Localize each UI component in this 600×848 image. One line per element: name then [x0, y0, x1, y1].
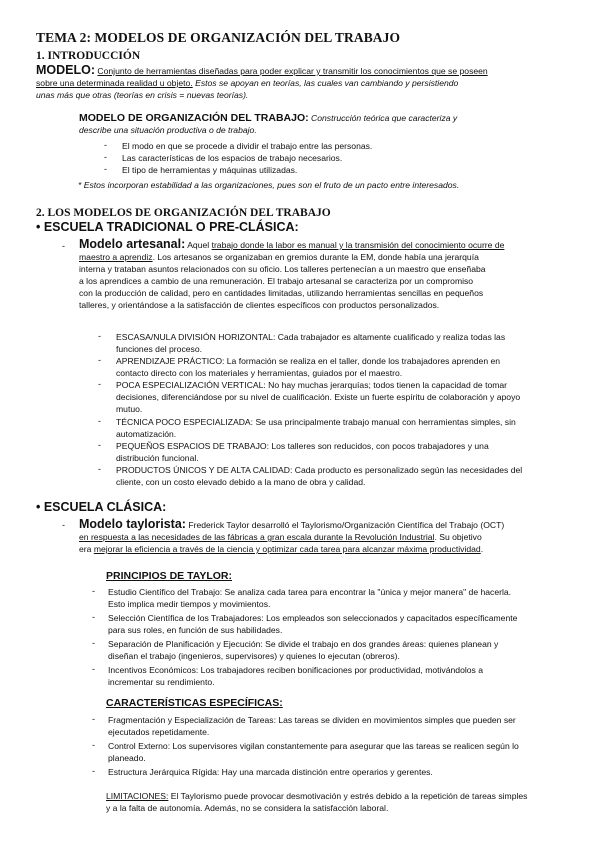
taylor-paragraph	[79, 518, 589, 555]
list-item-line: incrementar su rendimiento.	[108, 677, 215, 688]
intro-note: * Estos incorporan estabilidad a las organizaciones, pues son el fruto de un pacto entre interesados.	[78, 180, 460, 190]
list-item	[108, 766, 578, 778]
dash: -	[98, 355, 101, 365]
list-item	[108, 638, 578, 662]
dash: -	[62, 241, 65, 251]
list-item	[116, 464, 576, 488]
list-item-line: funciones del proceso.	[116, 344, 202, 355]
taylor-text-u: mejorar la eficiencia a través de la ciencia y optimizar cada tarea para alcanzar máxima productividad	[93, 544, 481, 555]
limitaciones-label: LIMITACIONES:	[106, 791, 169, 801]
modelo-definition	[36, 64, 566, 101]
list-item	[116, 440, 576, 464]
artesanal-text: Aquel	[185, 240, 212, 250]
artesanal-text: con la producción de calidad, pero en cantidades limitadas, utilizando herramientas sencillas en pequeños	[79, 288, 484, 299]
list-item-line: TÉCNICA POCO ESPECIALIZADA: Se usa principalmente trabajo manual con herramientas simples, sin	[116, 417, 516, 427]
dash: -	[98, 416, 101, 426]
modelo-def-line1: Conjunto de herramientas diseñadas para poder explicar y transmitir los conocimientos que se poseen	[97, 66, 488, 76]
dash: -	[98, 379, 101, 389]
mot-label: MODELO DE ORGANIZACIÓN DEL TRABAJO:	[79, 112, 309, 124]
artesanal-text-u: trabajo donde la labor es manual y la transmisión del conocimiento ocurre de	[211, 240, 505, 250]
limitaciones-paragraph	[106, 790, 586, 814]
principios-heading: PRINCIPIOS DE TAYLOR:	[106, 570, 233, 582]
taylor-text: . Su objetivo	[434, 532, 482, 543]
list-item-line: Estudio Científico del Trabajo: Se analiza cada tarea para encontrar la "única y mejor manera" de hacerla.	[108, 587, 512, 597]
limitaciones-text: El Taylorismo puede provocar desmotivación y estrés debido a la repetición de tareas simples	[168, 791, 528, 801]
list-item-line: cliente, con un costo elevado debido a la mano de obra y calidad.	[116, 477, 366, 488]
list-item-line: Separación de Planificación y Ejecución: Se divide el trabajo en dos grandes áreas: quienes planean y	[108, 639, 499, 649]
modelo-label: MODELO:	[36, 63, 96, 77]
list-item-line: ejecutados repetidamente.	[108, 727, 210, 738]
dash: -	[92, 638, 95, 648]
list-item	[116, 331, 576, 355]
dash: -	[92, 586, 95, 596]
list-item-line: APRENDIZAJE PRÁCTICO: La formación se realiza en el taller, donde los trabajadores aprenden en	[116, 356, 501, 366]
list-item	[116, 379, 576, 415]
dash: -	[92, 714, 95, 724]
dash: -	[92, 766, 95, 776]
list-item-line: Selección Científica de los Trabajadores: Los empleados son seleccionados y capacitados específicamente	[108, 613, 518, 623]
list-item-line: PEQUEÑOS ESPACIOS DE TRABAJO: Los talleres son reducidos, con pocos trabajadores y una	[116, 441, 489, 451]
list-item	[108, 664, 578, 688]
modelo-def-line3: unas más que otras (teorías en crisis = nuevas teorías).	[36, 90, 249, 101]
dash: -	[92, 612, 95, 622]
list-item-line: planeado.	[108, 753, 146, 764]
intro-heading: 1. INTRODUCCIÓN	[36, 50, 141, 62]
list-item-line: mutuo.	[116, 404, 143, 415]
list-item-line: POCA ESPECIALIZACIÓN VERTICAL: No hay muchas jerarquías; todos tienen la capacidad de tomar	[116, 380, 508, 390]
taylor-text: .	[480, 544, 484, 555]
dash: -	[104, 152, 107, 162]
artesanal-text: talleres, y orientándose a la satisfacción de clientes específicos con productos personalizados.	[79, 300, 440, 311]
artesanal-text-u: maestro a aprendiz	[79, 252, 153, 263]
mot-def-line1: Construcción teórica que caracteriza y	[308, 113, 458, 123]
list-item-line: Control Externo: Los supervisores vigilan constantemente para asegurar que las tareas se realicen según lo	[108, 741, 519, 751]
list-item-line: ESCASA/NULA DIVISIÓN HORIZONTAL: Cada trabajador es altamente cualificado y realiza todas las	[116, 332, 506, 342]
modelo-def-line2-u: sobre una determinada realidad u objeto.	[36, 78, 193, 89]
dash: -	[104, 164, 107, 174]
list-item	[116, 416, 576, 440]
list-item-line: para sus roles, en función de sus habilidades.	[108, 625, 283, 636]
artesanal-paragraph	[79, 238, 579, 312]
list-item-line: Estructura Jerárquica Rígida: Hay una marcada distinción entre operarios y gerentes.	[108, 767, 433, 777]
taylor-text: era	[79, 544, 94, 555]
list-item-line: diseñan el trabajo (ingenieros, supervisores) y quienes lo ejecutan (obreros).	[108, 651, 400, 662]
mot-item: El tipo de herramientas y máquinas utilizadas.	[122, 165, 298, 175]
list-item	[116, 355, 576, 379]
dash: -	[92, 740, 95, 750]
list-item-line: decisiones, diferenciándose por su nivel de cualificación. Existe un fuerte espíritu de colaboración y apoyo	[116, 392, 521, 403]
list-item-line: PRODUCTOS ÚNICOS Y DE ALTA CALIDAD: Cada producto es personalizado según las necesidades del	[116, 465, 523, 475]
dash: -	[92, 664, 95, 674]
clasica-heading: • ESCUELA CLÁSICA:	[36, 500, 167, 514]
taylor-label: Modelo taylorista:	[79, 517, 186, 531]
list-item-line: distribución funcional.	[116, 453, 199, 464]
list-item-line: Esto implica medir tiempos y movimientos.	[108, 599, 271, 610]
dash: -	[98, 331, 101, 341]
list-item-line: automatización.	[116, 429, 177, 440]
dash: -	[98, 440, 101, 450]
caracteristicas-heading: CARACTERÍSTICAS ESPECÍFICAS:	[106, 697, 283, 709]
artesanal-text: a los aprendices a cambio de una remuneración. El trabajo artesanal se caracteriza por un compromiso	[79, 276, 474, 287]
artesanal-text: interna y trataban asuntos relacionados con su oficio. Los talleres pertenecían a un maestro que enseñaba	[79, 264, 486, 275]
list-item	[108, 740, 578, 764]
modelo-def-line2-i: Estos se apoyan en teorías, las cuales van cambiando y persistiendo	[192, 78, 459, 89]
mot-item: El modo en que se procede a dividir el trabajo entre las personas.	[122, 141, 373, 151]
document-title: TEMA 2: MODELOS DE ORGANIZACIÓN DEL TRABAJO	[36, 30, 401, 45]
list-item-line: Fragmentación y Especialización de Tareas: Las tareas se dividen en movimientos simples que pueden ser	[108, 715, 516, 725]
limitaciones-text: y a la falta de autonomía. Además, no se considera la satisfacción laboral.	[106, 803, 389, 814]
list-item	[108, 612, 578, 636]
list-item	[108, 714, 578, 738]
list-item-line: contacto directo con los materiales y herramientas, guiados por el maestro.	[116, 368, 403, 379]
artesanal-text: . Los artesanos se organizaban en gremios durante la EM, donde había una jerarquía	[152, 252, 479, 263]
dash: -	[62, 520, 65, 530]
section2-heading: 2. LOS MODELOS DE ORGANIZACIÓN DEL TRABAJO	[36, 207, 331, 219]
mot-definition	[79, 112, 579, 136]
dash: -	[98, 464, 101, 474]
artesanal-label: Modelo artesanal:	[79, 237, 186, 251]
dash: -	[104, 140, 107, 150]
mot-def-line2: describe una situación productiva o de trabajo.	[79, 125, 257, 136]
taylor-text: Frederick Taylor desarrolló el Taylorismo/Organización Científica del Trabajo (OCT)	[185, 520, 505, 530]
tradicional-heading: • ESCUELA TRADICIONAL O PRE-CLÁSICA:	[36, 220, 299, 234]
list-item	[108, 586, 578, 610]
taylor-text-u: en respuesta a las necesidades de las fábricas a gran escala durante la Revolución Industrial	[79, 532, 435, 543]
mot-item: Las características de los espacios de trabajo necesarios.	[122, 153, 343, 163]
list-item-line: Incentivos Económicos: Los trabajadores reciben bonificaciones por productividad, motivándolos a	[108, 665, 483, 675]
